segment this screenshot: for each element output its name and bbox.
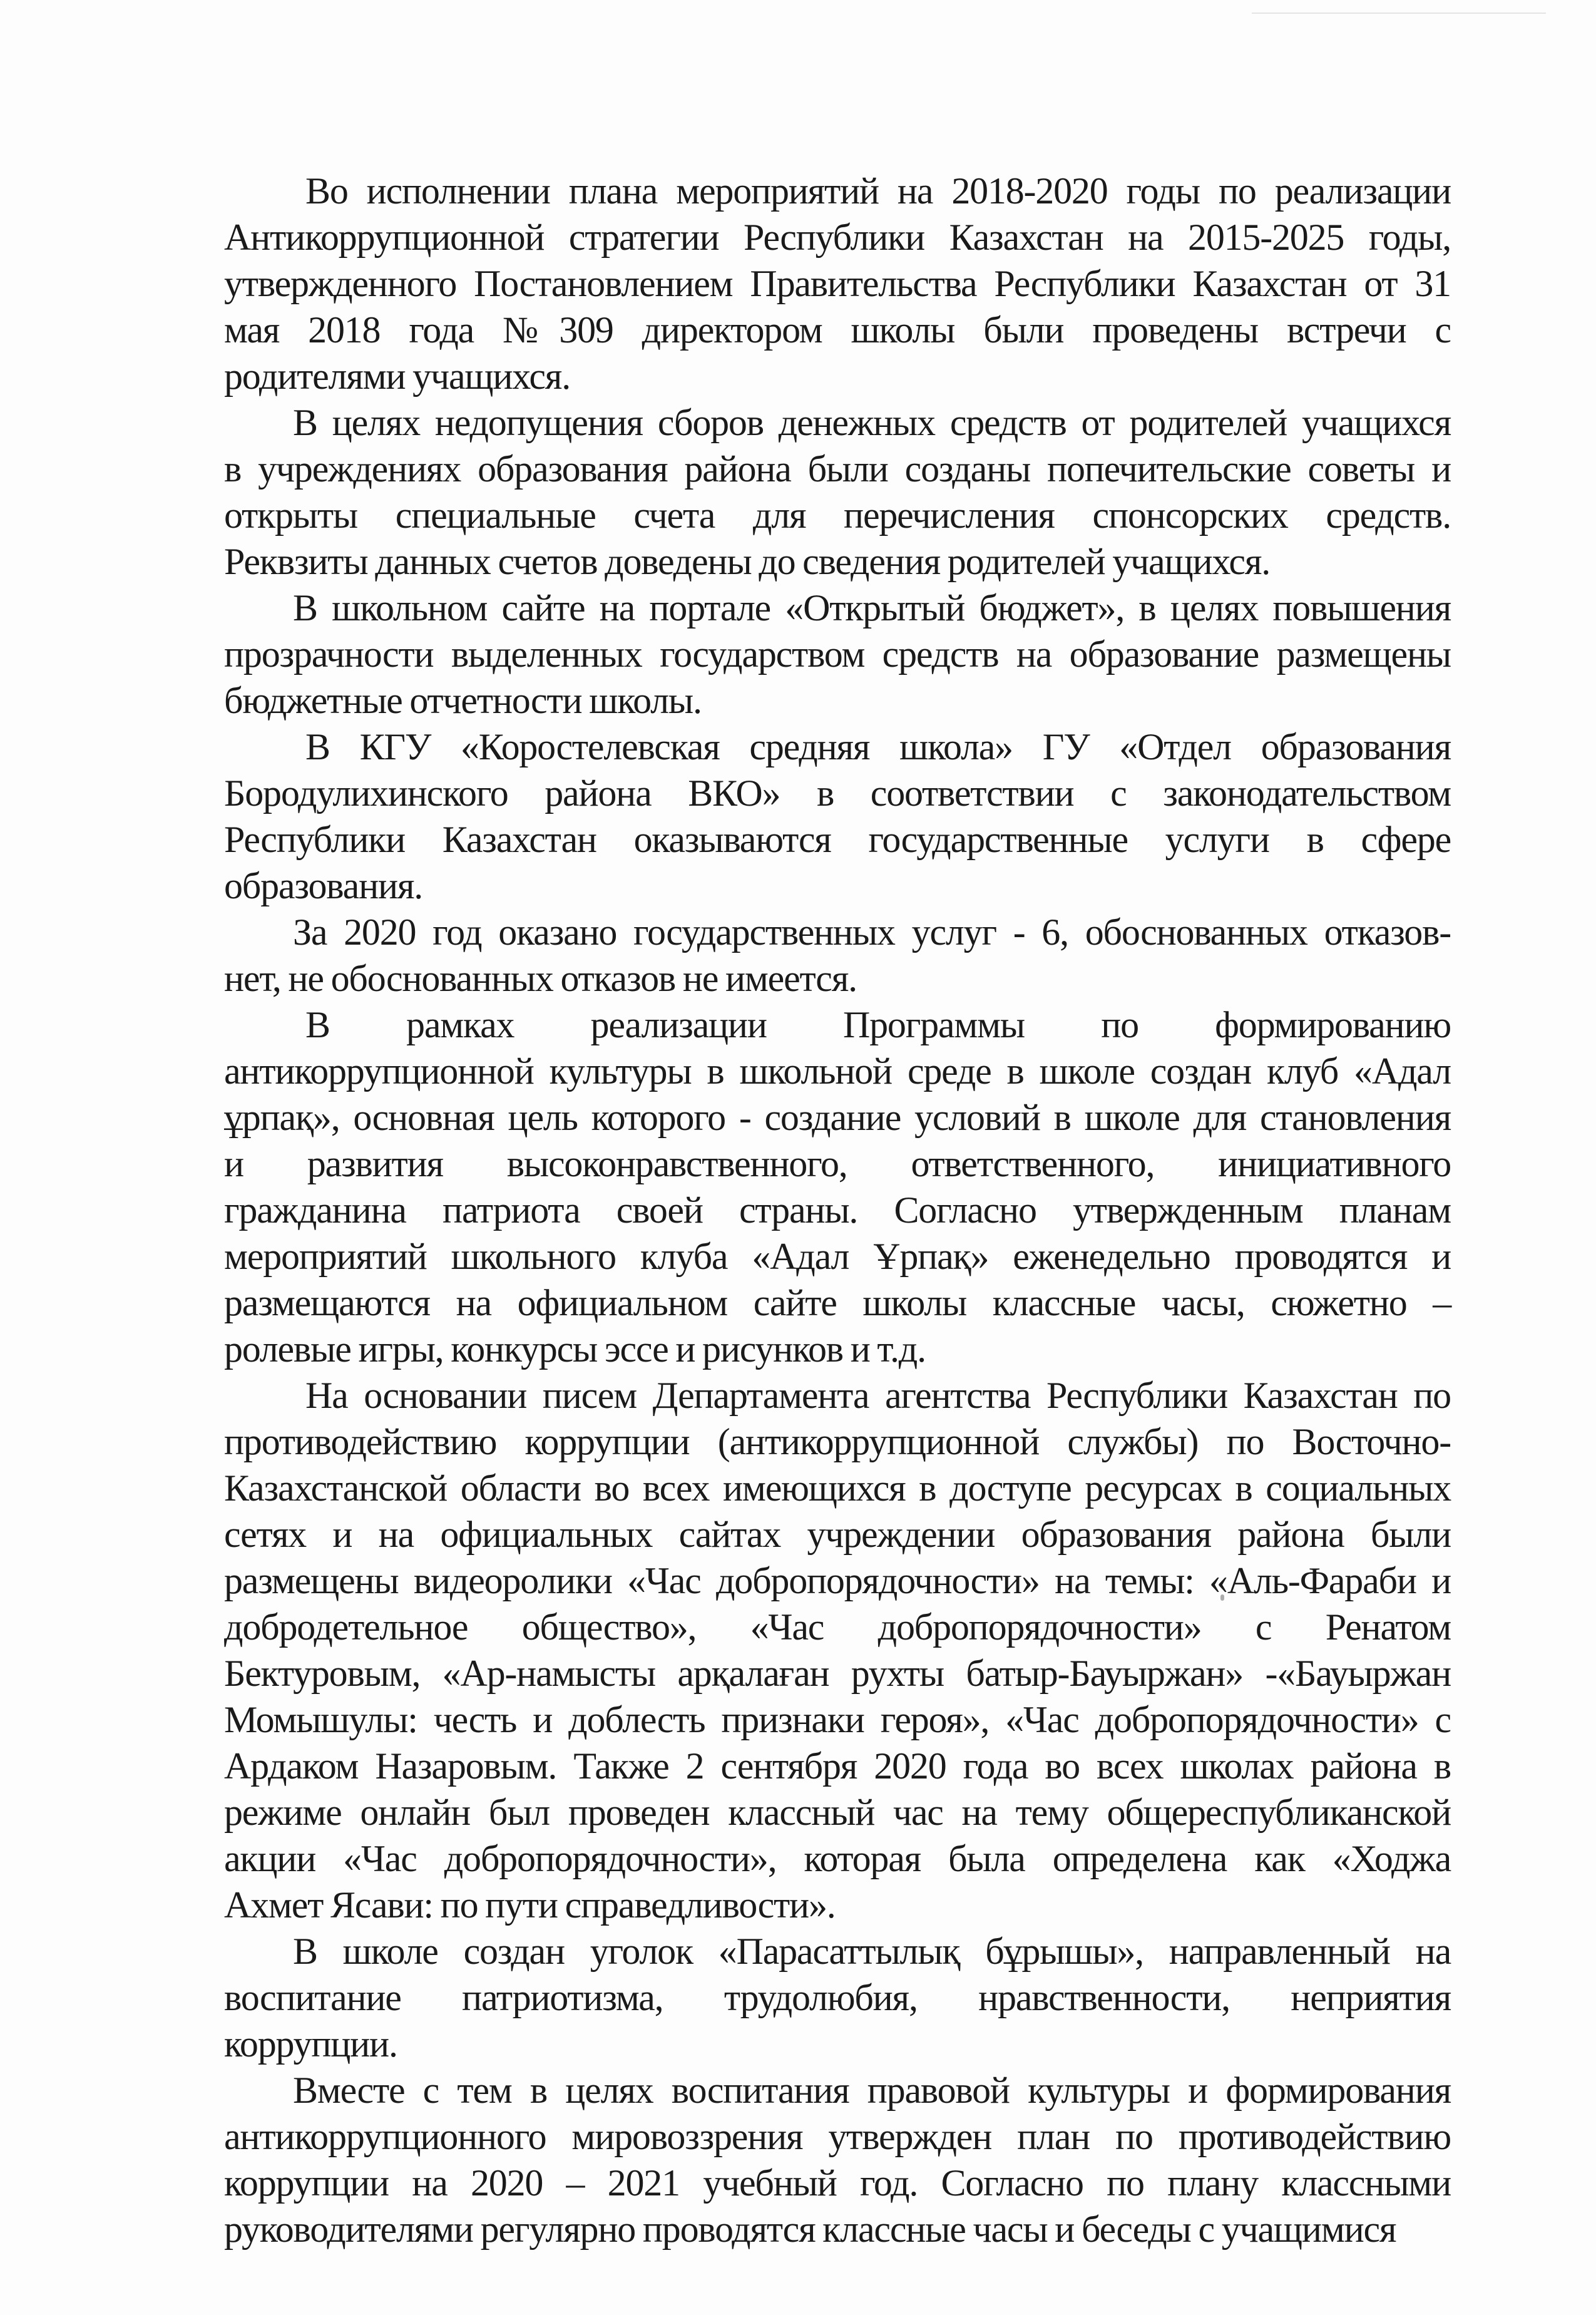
text-line: режиме онлайн был проведен классный час на тему общереспубликанской bbox=[224, 1792, 1451, 1833]
paragraph bbox=[224, 1372, 1451, 1928]
text-line: утвержденного Постановлением Правительства Республики Казахстан от 31 bbox=[224, 263, 1451, 304]
text-line: В КГУ «Коростелевская средняя школа» ГУ «Отдел образования bbox=[305, 726, 1451, 767]
text-line: сетях и на официальных сайтах учреждении образования района были bbox=[224, 1514, 1451, 1555]
text-line: коррупции на 2020 – 2021 учебный год. Согласно по плану классными bbox=[224, 2162, 1451, 2204]
text-line: мая 2018 года №309 директором школы были проведены встречи с bbox=[224, 309, 1451, 351]
text-line: Во исполнении плана мероприятий на 2018-2020 годы по реализации bbox=[305, 170, 1451, 212]
paragraph bbox=[224, 1928, 1451, 2067]
text-line: и развития высоконравственного, ответственного, инициативного bbox=[224, 1143, 1451, 1184]
document-body bbox=[224, 0, 1451, 2315]
text-line: акции «Час добропорядочности», которая была определена как «Ходжа bbox=[224, 1838, 1451, 1879]
paragraph bbox=[224, 909, 1451, 1002]
text-line: На основании писем Департамента агентства Республики Казахстан по bbox=[305, 1375, 1451, 1416]
text-line: добродетельное общество», «Час добропорядочности» с Ренатом bbox=[224, 1606, 1451, 1648]
text-line: противодействию коррупции (антикоррупционной службы) по Восточно- bbox=[224, 1421, 1451, 1462]
paragraph bbox=[224, 399, 1451, 585]
paragraph bbox=[224, 724, 1451, 909]
text-line: размещены видеоролики «Час добропорядочности» на темы: «Аль-Фараби и bbox=[224, 1560, 1451, 1601]
text-line: родителями учащихся. bbox=[224, 356, 570, 397]
text-line: антикоррупционного мировоззрения утвержден план по противодействию bbox=[224, 2116, 1451, 2157]
text-line: Вместе с тем в целях воспитания правовой культуры и формирования bbox=[293, 2070, 1451, 2111]
text-line: ролевые игры, конкурсы эссе и рисунков и т.д. bbox=[224, 1328, 926, 1370]
text-line: открыты специальные счета для перечисления спонсорских средств. bbox=[224, 495, 1451, 536]
text-line: Антикоррупционной стратегии Республики Казахстан на 2015-2025 годы, bbox=[224, 217, 1451, 258]
text-line: нет, не обоснованных отказов не имеется. bbox=[224, 958, 857, 999]
text-line: мероприятий школьного клуба «Адал Ұрпақ» еженедельно проводятся и bbox=[224, 1236, 1451, 1277]
text-line: В школе создан уголок «Парасаттылық бұрышы», направленный на bbox=[293, 1931, 1451, 1972]
text-line: В рамках реализации Программы по формированию bbox=[305, 1004, 1451, 1045]
paragraph bbox=[224, 585, 1451, 724]
text-line: коррупции. bbox=[224, 2023, 397, 2065]
text-line: в учреждениях образования района были созданы попечительские советы и bbox=[224, 448, 1451, 490]
text-line: размещаются на официальном сайте школы классные часы, сюжетно – bbox=[224, 1282, 1451, 1323]
paragraph bbox=[224, 1002, 1451, 1372]
text-line: За 2020 год оказано государственных услуг - 6, обоснованных отказов- bbox=[293, 911, 1451, 953]
text-line: Республики Казахстан оказываются государственные услуги в сфере bbox=[224, 819, 1451, 860]
text-line: Ардаком Назаровым. Также 2 сентября 2020 года во всех школах района в bbox=[224, 1745, 1451, 1787]
text-line: Бектуровым, «Ар-намысты арқалаған рухты батыр-Бауыржан» -«Бауыржан bbox=[224, 1653, 1451, 1694]
text-line: образования. bbox=[224, 865, 423, 906]
paragraph bbox=[224, 168, 1451, 399]
text-line: В целях недопущения сборов денежных средств от родителей учащихся bbox=[293, 402, 1451, 443]
paragraph bbox=[224, 2067, 1451, 2252]
text-line: прозрачности выделенных государством средств на образование размещены bbox=[224, 634, 1451, 675]
text-line: Момышулы: честь и доблесть признаки героя», «Час добропорядочности» с bbox=[224, 1699, 1451, 1740]
text-line: Ахмет Ясави: по пути справедливости». bbox=[224, 1884, 836, 1926]
text-line: Бородулихинского района ВКО» в соответствии с законодательством bbox=[224, 773, 1451, 814]
text-line: Казахстанской области во всех имеющихся в доступе ресурсах в социальных bbox=[224, 1467, 1451, 1509]
text-line: антикоррупционной культуры в школьной среде в школе создан клуб «Адал bbox=[224, 1050, 1451, 1092]
text-line: бюджетные отчетности школы. bbox=[224, 680, 702, 721]
text-line: ұрпақ», основная цель которого - создание условий в школе для становления bbox=[224, 1097, 1451, 1138]
text-line: В школьном сайте на портале «Открытый бюджет», в целях повышения bbox=[293, 587, 1451, 629]
text-line: воспитание патриотизма, трудолюбия, нравственности, неприятия bbox=[224, 1977, 1451, 2018]
text-line: руководителями регулярно проводятся классные часы и беседы с учащимися bbox=[224, 2209, 1396, 2250]
text-line: гражданина патриота своей страны. Согласно утвержденным планам bbox=[224, 1189, 1451, 1231]
text-line: Реквзиты данных счетов доведены до сведения родителей учащихся. bbox=[224, 541, 1271, 582]
